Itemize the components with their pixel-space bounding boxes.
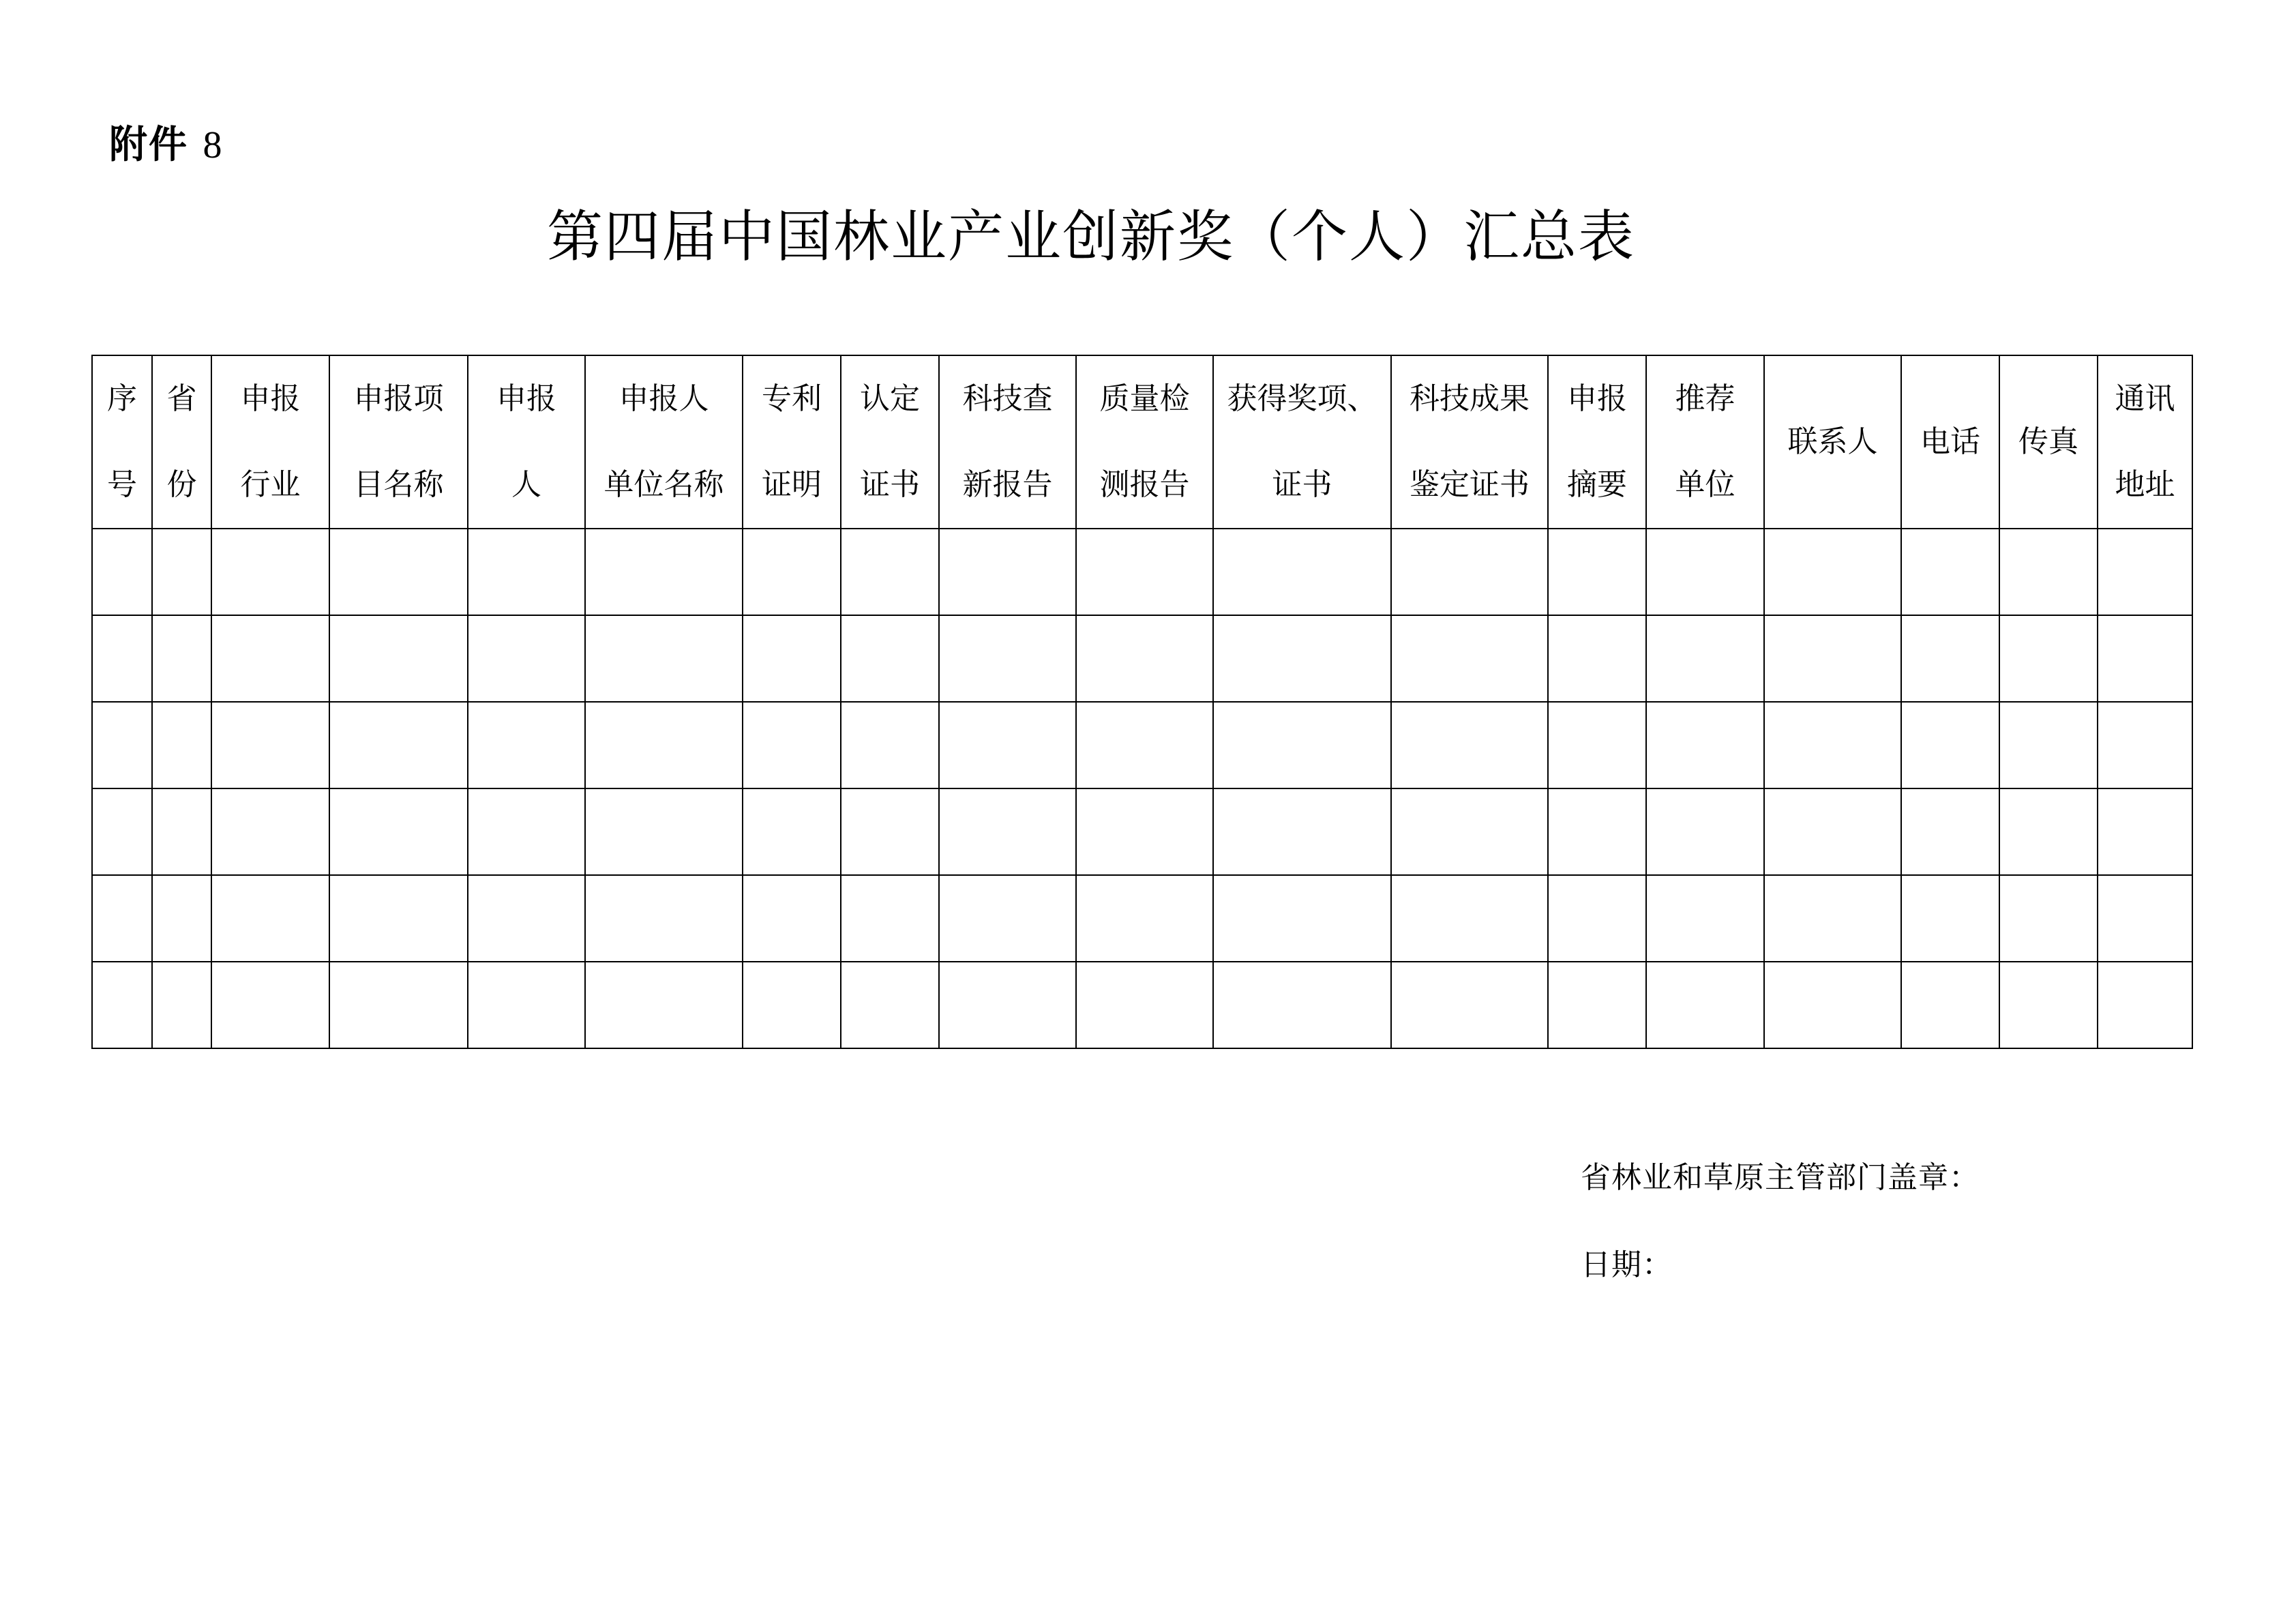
table-cell[interactable] xyxy=(1764,529,1901,615)
table-cell[interactable] xyxy=(1391,875,1548,962)
table-cell[interactable] xyxy=(1646,702,1764,788)
table-cell[interactable] xyxy=(2098,788,2192,875)
column-header-line: 测报告 xyxy=(1099,467,1190,502)
table-cell[interactable] xyxy=(152,615,211,702)
table-cell[interactable] xyxy=(1213,788,1391,875)
column-header xyxy=(92,355,152,529)
column-header xyxy=(1391,355,1548,529)
table-cell[interactable] xyxy=(1999,875,2098,962)
table-row xyxy=(92,702,2192,788)
table-cell[interactable] xyxy=(1901,962,1999,1048)
attachment-text: 附件 xyxy=(109,123,188,167)
column-header-line: 号 xyxy=(107,467,137,502)
table-cell[interactable] xyxy=(92,875,152,962)
column-header-line: 传真 xyxy=(2018,424,2078,459)
table-cell[interactable] xyxy=(743,529,841,615)
column-header xyxy=(1901,355,1999,529)
table-cell[interactable] xyxy=(152,875,211,962)
table-cell[interactable] xyxy=(1901,702,1999,788)
column-header xyxy=(1646,355,1764,529)
column-header xyxy=(211,355,329,529)
column-header xyxy=(841,355,939,529)
table-cell[interactable] xyxy=(585,875,743,962)
column-header-line: 新报告 xyxy=(962,467,1053,502)
column-header xyxy=(1999,355,2098,529)
table-cell[interactable] xyxy=(1548,529,1646,615)
table-cell[interactable] xyxy=(841,529,939,615)
table-cell[interactable] xyxy=(939,529,1076,615)
column-header-line: 序 xyxy=(107,381,137,416)
date-label: 日期： xyxy=(1581,1247,1673,1282)
column-header-line: 目名称 xyxy=(353,467,444,502)
table-cell[interactable] xyxy=(2098,875,2192,962)
table-cell[interactable] xyxy=(329,529,468,615)
table-cell[interactable] xyxy=(1646,788,1764,875)
table-cell[interactable] xyxy=(1901,875,1999,962)
table-cell[interactable] xyxy=(841,702,939,788)
table-cell[interactable] xyxy=(1391,788,1548,875)
table-cell[interactable] xyxy=(841,962,939,1048)
table-cell[interactable] xyxy=(585,788,743,875)
table-cell[interactable] xyxy=(1999,615,2098,702)
column-header-line: 获得奖项、 xyxy=(1227,381,1377,416)
table-cell[interactable] xyxy=(2098,529,2192,615)
table-cell[interactable] xyxy=(1076,702,1213,788)
table-cell[interactable] xyxy=(1999,702,2098,788)
table-cell[interactable] xyxy=(1076,529,1213,615)
table-cell[interactable] xyxy=(743,788,841,875)
table-cell[interactable] xyxy=(468,875,585,962)
table-cell[interactable] xyxy=(1548,788,1646,875)
table-cell[interactable] xyxy=(1213,529,1391,615)
column-header-line: 摘要 xyxy=(1567,467,1627,502)
column-header-line: 通讯 xyxy=(2115,381,2175,416)
table-cell[interactable] xyxy=(92,529,152,615)
column-header xyxy=(743,355,841,529)
table-cell[interactable] xyxy=(329,615,468,702)
stamp-label: 省林业和草原主管部门盖章： xyxy=(1581,1160,1980,1195)
attachment-number: 8 xyxy=(203,124,224,166)
column-header-line: 证明 xyxy=(762,467,822,502)
table-cell[interactable] xyxy=(1999,962,2098,1048)
table-cell[interactable] xyxy=(329,962,468,1048)
summary-table xyxy=(91,355,2193,1049)
table-cell[interactable] xyxy=(468,615,585,702)
column-header xyxy=(1076,355,1213,529)
table-cell[interactable] xyxy=(1901,529,1999,615)
table-cell[interactable] xyxy=(1391,615,1548,702)
column-header-line: 单位名称 xyxy=(603,467,724,502)
table-cell[interactable] xyxy=(841,875,939,962)
table-cell[interactable] xyxy=(1646,875,1764,962)
table-row xyxy=(92,788,2192,875)
table-cell[interactable] xyxy=(1999,529,2098,615)
column-header xyxy=(1213,355,1391,529)
column-header xyxy=(939,355,1076,529)
page-title: 第四届中国林业产业创新奖（个人）汇总表 xyxy=(546,205,1635,269)
table-cell[interactable] xyxy=(939,875,1076,962)
column-header-line: 申报 xyxy=(496,381,556,416)
column-header-line: 人 xyxy=(511,467,541,502)
column-header-line: 电话 xyxy=(1920,424,1980,459)
table-cell[interactable] xyxy=(211,529,329,615)
table-cell[interactable] xyxy=(585,615,743,702)
column-header xyxy=(1764,355,1901,529)
table-cell[interactable] xyxy=(1213,702,1391,788)
column-header-line: 联系人 xyxy=(1787,424,1878,459)
table-cell[interactable] xyxy=(1076,788,1213,875)
table-row xyxy=(92,875,2192,962)
column-header xyxy=(2098,355,2192,529)
column-header xyxy=(468,355,585,529)
column-header-line: 科技成果 xyxy=(1410,381,1530,416)
table-cell[interactable] xyxy=(211,875,329,962)
column-header-line: 推荐 xyxy=(1675,381,1735,416)
table-cell[interactable] xyxy=(468,788,585,875)
table-cell[interactable] xyxy=(1391,962,1548,1048)
table-body xyxy=(92,529,2192,1048)
column-header-line: 鉴定证书 xyxy=(1410,467,1530,502)
column-header-line: 质量检 xyxy=(1099,381,1190,416)
table-cell[interactable] xyxy=(1999,788,2098,875)
table-cell[interactable] xyxy=(152,962,211,1048)
column-header-line: 科技查 xyxy=(962,381,1053,416)
table-cell[interactable] xyxy=(1548,962,1646,1048)
table-cell[interactable] xyxy=(2098,962,2192,1048)
column-header-line: 地址 xyxy=(2115,467,2175,502)
table-cell[interactable] xyxy=(152,702,211,788)
table-row xyxy=(92,962,2192,1048)
table-cell[interactable] xyxy=(585,529,743,615)
table-cell[interactable] xyxy=(211,702,329,788)
table-row xyxy=(92,529,2192,615)
table-row xyxy=(92,615,2192,702)
table-cell[interactable] xyxy=(1548,615,1646,702)
column-header-line: 证书 xyxy=(860,467,920,502)
table-cell[interactable] xyxy=(211,615,329,702)
table-cell[interactable] xyxy=(939,702,1076,788)
column-header-line: 证书 xyxy=(1272,467,1332,502)
column-header-line: 申报 xyxy=(1567,381,1627,416)
table-cell[interactable] xyxy=(468,529,585,615)
table-cell[interactable] xyxy=(152,529,211,615)
table-cell[interactable] xyxy=(1213,615,1391,702)
table-cell[interactable] xyxy=(1548,875,1646,962)
table-cell[interactable] xyxy=(329,875,468,962)
table-cell[interactable] xyxy=(841,788,939,875)
column-header-line: 专利 xyxy=(762,381,822,416)
table-cell[interactable] xyxy=(1076,875,1213,962)
table-cell[interactable] xyxy=(329,702,468,788)
table-cell[interactable] xyxy=(743,615,841,702)
table-cell[interactable] xyxy=(1076,615,1213,702)
column-header xyxy=(1548,355,1646,529)
table-cell[interactable] xyxy=(1213,962,1391,1048)
column-header-line: 申报项 xyxy=(353,381,444,416)
table-header-row xyxy=(92,355,2192,529)
table-cell[interactable] xyxy=(841,615,939,702)
table-cell[interactable] xyxy=(92,962,152,1048)
table-cell[interactable] xyxy=(1764,875,1901,962)
table-cell[interactable] xyxy=(468,962,585,1048)
table-cell[interactable] xyxy=(585,702,743,788)
table-cell[interactable] xyxy=(92,615,152,702)
column-header-line: 申报 xyxy=(240,381,301,416)
table-cell[interactable] xyxy=(1764,615,1901,702)
table-cell[interactable] xyxy=(939,615,1076,702)
table-cell[interactable] xyxy=(92,788,152,875)
table-cell[interactable] xyxy=(92,702,152,788)
table-cell[interactable] xyxy=(211,788,329,875)
table-cell[interactable] xyxy=(1076,962,1213,1048)
table-cell[interactable] xyxy=(1901,615,1999,702)
column-header-line: 单位 xyxy=(1675,467,1735,502)
table-cell[interactable] xyxy=(1391,529,1548,615)
table-cell[interactable] xyxy=(1646,529,1764,615)
table-cell[interactable] xyxy=(1213,875,1391,962)
column-header xyxy=(585,355,743,529)
column-header-line: 申报人 xyxy=(618,381,709,416)
table-cell[interactable] xyxy=(2098,702,2192,788)
table-cell[interactable] xyxy=(329,788,468,875)
column-header xyxy=(329,355,468,529)
attachment-label xyxy=(109,115,224,169)
table-cell[interactable] xyxy=(1548,702,1646,788)
table-cell[interactable] xyxy=(1901,788,1999,875)
table-cell[interactable] xyxy=(211,962,329,1048)
table-cell[interactable] xyxy=(743,962,841,1048)
table-cell[interactable] xyxy=(939,962,1076,1048)
column-header-line: 份 xyxy=(166,467,197,502)
table-cell[interactable] xyxy=(468,702,585,788)
table-cell[interactable] xyxy=(2098,615,2192,702)
table-cell[interactable] xyxy=(1391,702,1548,788)
column-header-line: 省 xyxy=(166,381,197,416)
table-cell[interactable] xyxy=(939,788,1076,875)
table-cell[interactable] xyxy=(1764,962,1901,1048)
column-header-line: 认定 xyxy=(860,381,920,416)
table-cell[interactable] xyxy=(1764,702,1901,788)
table-cell[interactable] xyxy=(1764,788,1901,875)
table-cell[interactable] xyxy=(1646,962,1764,1048)
table-cell[interactable] xyxy=(152,788,211,875)
column-header xyxy=(152,355,211,529)
table-cell[interactable] xyxy=(1646,615,1764,702)
table-cell[interactable] xyxy=(585,962,743,1048)
column-header-line: 行业 xyxy=(240,467,301,502)
table-cell[interactable] xyxy=(743,875,841,962)
table-cell[interactable] xyxy=(743,702,841,788)
